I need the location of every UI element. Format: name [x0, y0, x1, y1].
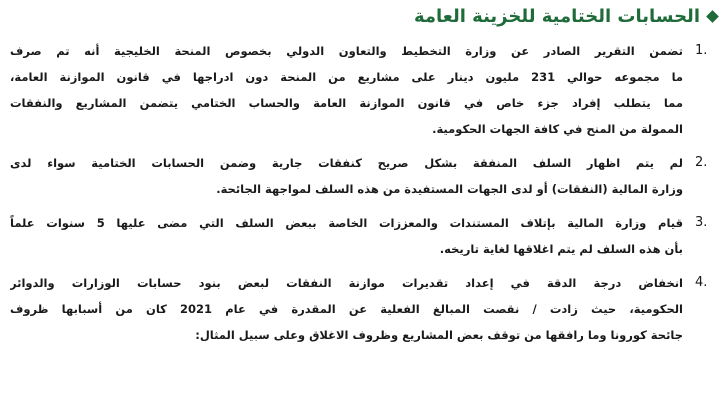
item-number: 1.: [695, 43, 708, 58]
item-number: 3.: [695, 215, 708, 230]
item-line: قيام وزارة المالية بإتلاف المستندات والمعززات الخاصة ببعض السلف التي مضى عليها 5 سنوات علماً: [10, 216, 683, 230]
section-heading-row: [10, 3, 719, 29]
numbered-list: [10, 38, 719, 356]
item-line: تضمن التقرير الصادر عن وزارة التخطيط والتعاون الدولي بخصوص المنحة الخليجية أنه تم صرف: [10, 44, 683, 58]
item-number: 4.: [695, 275, 708, 290]
item-line: الممولة من المنح في كافة الجهات الحكومية.: [432, 122, 683, 136]
list-item-4: [10, 270, 719, 348]
item-number: 2.: [695, 155, 708, 170]
item-line: مما يتطلب إفراد جزء خاص في قانون الموازنة العامة والحساب الختامي يتضمن المشاريع والنفقات: [10, 96, 683, 110]
section-heading: الحسابات الختامية للخزينة العامة: [413, 5, 700, 27]
item-line: بأن هذه السلف لم يتم اغلاقها لغاية تاريخه.: [439, 242, 683, 256]
list-item-3: [10, 210, 719, 262]
list-item-2: [10, 150, 719, 202]
item-line: الحكومية، حيث زادت / نقصت المبالغ الفعلية عن المقدرة في عام 2021 كان من أسبابها ظروف: [10, 302, 683, 316]
diamond-bullet-icon: [706, 10, 719, 23]
item-line: لم يتم اظهار السلف المنفقة بشكل صريح كنفقات جارية وضمن الحسابات الختامية سواء لدى: [10, 156, 683, 170]
list-item-1: [10, 38, 719, 142]
item-line: وزارة المالية (النفقات) أو لدى الجهات المستفيدة من هذه السلف لمواجهة الجائحة.: [216, 182, 683, 196]
item-line: انخفاض درجة الدقة في إعداد تقديرات موازنة النفقات لبعض بنود حسابات الوزارات والدوائر: [10, 276, 683, 290]
item-line: ما مجموعه حوالي 231 مليون دينار على مشاريع من المنحة دون ادراجها في قانون الموازنة العامة،: [10, 70, 683, 84]
item-line: جائحة كورونا وما رافقها من توقف بعض المشاريع وظروف الاغلاق وعلى سبيل المثال:: [195, 328, 683, 342]
